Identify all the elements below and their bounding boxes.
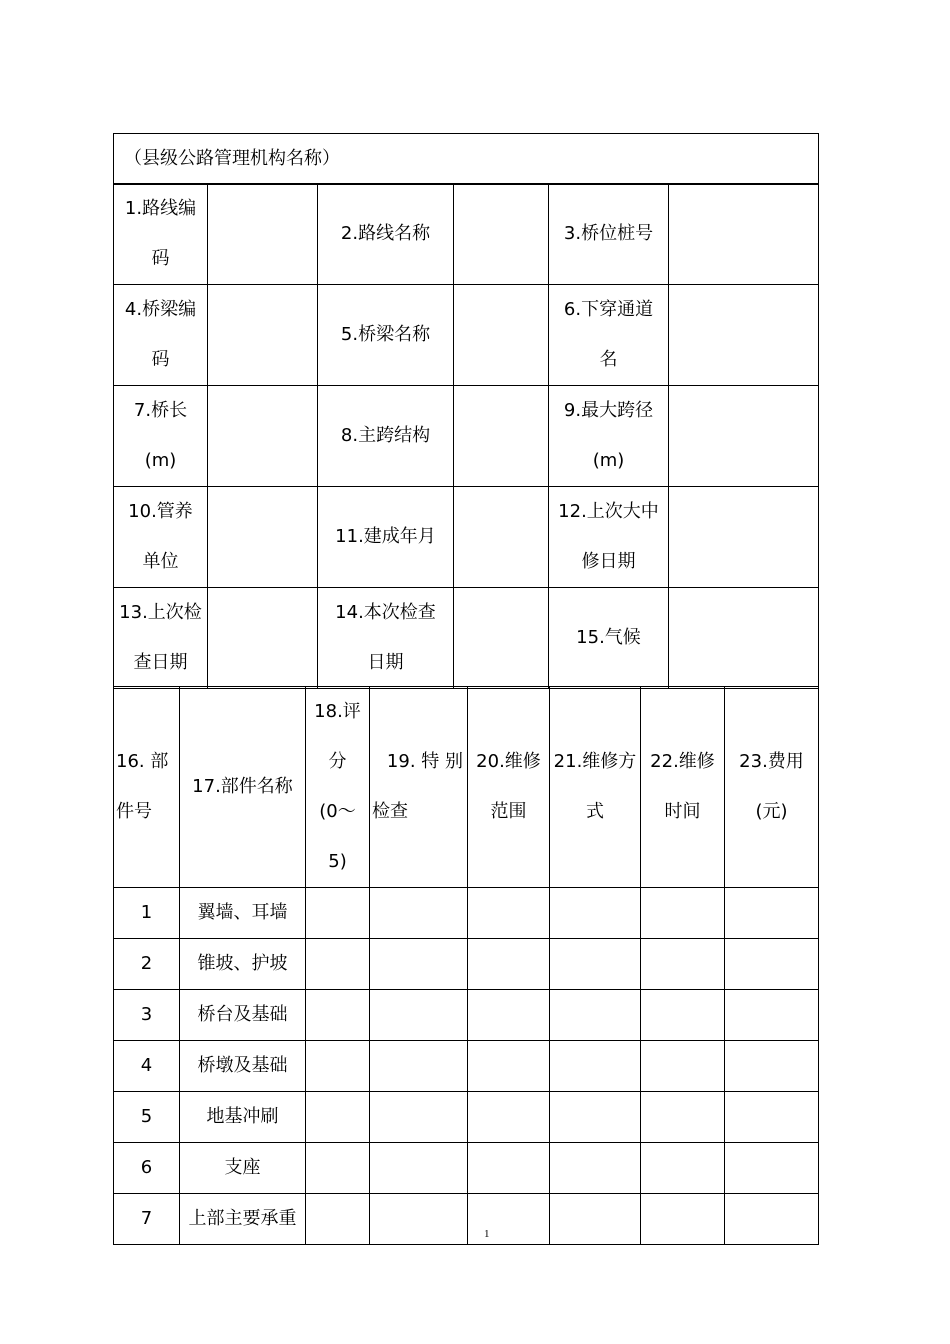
score-cell[interactable] <box>306 939 370 990</box>
repair-time-cell[interactable] <box>641 1041 725 1092</box>
table-row <box>114 1194 819 1245</box>
info-row <box>114 487 819 588</box>
header-repair-method: 21.维修方 式 <box>550 687 641 888</box>
score-cell[interactable] <box>306 1041 370 1092</box>
repair-scope-cell[interactable] <box>468 990 550 1041</box>
special-check-cell[interactable] <box>370 1041 468 1092</box>
repair-method-cell[interactable] <box>550 939 641 990</box>
header-score: 18.评 分 (0～ 5) <box>306 687 370 888</box>
special-check-cell[interactable] <box>370 1194 468 1245</box>
info-label: 14.本次检查 日期 <box>318 588 454 689</box>
part-name: 地基冲刷 <box>180 1092 306 1143</box>
info-row <box>114 386 819 487</box>
info-label: 9.最大跨径 (m) <box>549 386 669 487</box>
repair-method-cell[interactable] <box>550 888 641 939</box>
info-value-cell[interactable] <box>208 487 318 588</box>
bridge-info-table <box>113 183 819 689</box>
special-check-cell[interactable] <box>370 990 468 1041</box>
parts-table <box>113 686 819 1245</box>
cost-cell[interactable] <box>725 990 819 1041</box>
score-cell[interactable] <box>306 1092 370 1143</box>
info-label: 8.主跨结构 <box>318 386 454 487</box>
special-check-cell[interactable] <box>370 939 468 990</box>
cost-cell[interactable] <box>725 888 819 939</box>
part-no: 5 <box>114 1092 180 1143</box>
table-row <box>114 1041 819 1092</box>
info-value-cell[interactable] <box>669 386 819 487</box>
header-repair-time: 22.维修 时间 <box>641 687 725 888</box>
repair-scope-cell[interactable] <box>468 888 550 939</box>
header-special-check: 19. 特 别 检查 <box>370 687 468 888</box>
part-no: 6 <box>114 1143 180 1194</box>
header-part-no: 16. 部 件号 <box>114 687 180 888</box>
table-row <box>114 1143 819 1194</box>
cost-cell[interactable] <box>725 1041 819 1092</box>
info-value-cell[interactable] <box>454 285 549 386</box>
info-value-cell[interactable] <box>669 285 819 386</box>
repair-scope-cell[interactable] <box>468 1041 550 1092</box>
part-name: 翼墙、耳墙 <box>180 888 306 939</box>
table-row <box>114 888 819 939</box>
info-row <box>114 285 819 386</box>
score-cell[interactable] <box>306 1194 370 1245</box>
table-row <box>114 1092 819 1143</box>
part-no: 2 <box>114 939 180 990</box>
score-cell[interactable] <box>306 888 370 939</box>
info-row <box>114 184 819 285</box>
special-check-cell[interactable] <box>370 888 468 939</box>
form-title-table <box>113 133 819 185</box>
cost-cell[interactable] <box>725 1143 819 1194</box>
repair-time-cell[interactable] <box>641 888 725 939</box>
cost-cell[interactable] <box>725 1194 819 1245</box>
part-name: 上部主要承重 <box>180 1194 306 1245</box>
info-value-cell[interactable] <box>454 588 549 689</box>
info-value-cell[interactable] <box>208 184 318 285</box>
info-row <box>114 588 819 689</box>
bridge-inspection-form <box>113 133 818 1241</box>
form-title: （县级公路管理机构名称） <box>114 134 819 185</box>
repair-scope-cell[interactable] <box>468 939 550 990</box>
repair-scope-cell[interactable] <box>468 1194 550 1245</box>
repair-method-cell[interactable] <box>550 1092 641 1143</box>
cost-cell[interactable] <box>725 939 819 990</box>
header-cost: 23.费用 (元) <box>725 687 819 888</box>
part-name: 支座 <box>180 1143 306 1194</box>
repair-time-cell[interactable] <box>641 1194 725 1245</box>
part-no: 3 <box>114 990 180 1041</box>
repair-method-cell[interactable] <box>550 1194 641 1245</box>
info-label: 13.上次检 查日期 <box>114 588 208 689</box>
info-value-cell[interactable] <box>454 487 549 588</box>
info-value-cell[interactable] <box>208 386 318 487</box>
repair-time-cell[interactable] <box>641 1143 725 1194</box>
part-no: 1 <box>114 888 180 939</box>
repair-time-cell[interactable] <box>641 990 725 1041</box>
special-check-cell[interactable] <box>370 1143 468 1194</box>
header-part-name: 17.部件名称 <box>180 687 306 888</box>
repair-time-cell[interactable] <box>641 939 725 990</box>
info-value-cell[interactable] <box>669 184 819 285</box>
info-value-cell[interactable] <box>669 487 819 588</box>
special-check-cell[interactable] <box>370 1092 468 1143</box>
info-label: 5.桥梁名称 <box>318 285 454 386</box>
part-name: 锥坡、护坡 <box>180 939 306 990</box>
header-repair-scope: 20.维修 范围 <box>468 687 550 888</box>
page-number: 1 <box>484 1228 490 1240</box>
part-no: 7 <box>114 1194 180 1245</box>
repair-scope-cell[interactable] <box>468 1143 550 1194</box>
info-label: 11.建成年月 <box>318 487 454 588</box>
info-value-cell[interactable] <box>669 588 819 689</box>
repair-method-cell[interactable] <box>550 990 641 1041</box>
part-name: 桥台及基础 <box>180 990 306 1041</box>
info-label: 12.上次大中 修日期 <box>549 487 669 588</box>
cost-cell[interactable] <box>725 1092 819 1143</box>
repair-time-cell[interactable] <box>641 1092 725 1143</box>
repair-method-cell[interactable] <box>550 1041 641 1092</box>
info-label: 6.下穿通道 名 <box>549 285 669 386</box>
repair-scope-cell[interactable] <box>468 1092 550 1143</box>
info-label: 1.路线编 码 <box>114 184 208 285</box>
info-value-cell[interactable] <box>454 184 549 285</box>
info-value-cell[interactable] <box>208 285 318 386</box>
info-label: 15.气候 <box>549 588 669 689</box>
table-row <box>114 990 819 1041</box>
info-label: 2.路线名称 <box>318 184 454 285</box>
repair-method-cell[interactable] <box>550 1143 641 1194</box>
info-label: 7.桥长 (m) <box>114 386 208 487</box>
part-no: 4 <box>114 1041 180 1092</box>
score-cell[interactable] <box>306 1143 370 1194</box>
score-cell[interactable] <box>306 990 370 1041</box>
table-row <box>114 939 819 990</box>
info-label: 10.管养 单位 <box>114 487 208 588</box>
info-label: 4.桥梁编 码 <box>114 285 208 386</box>
parts-header-row <box>114 687 819 888</box>
info-value-cell[interactable] <box>208 588 318 689</box>
info-label: 3.桥位桩号 <box>549 184 669 285</box>
info-value-cell[interactable] <box>454 386 549 487</box>
part-name: 桥墩及基础 <box>180 1041 306 1092</box>
